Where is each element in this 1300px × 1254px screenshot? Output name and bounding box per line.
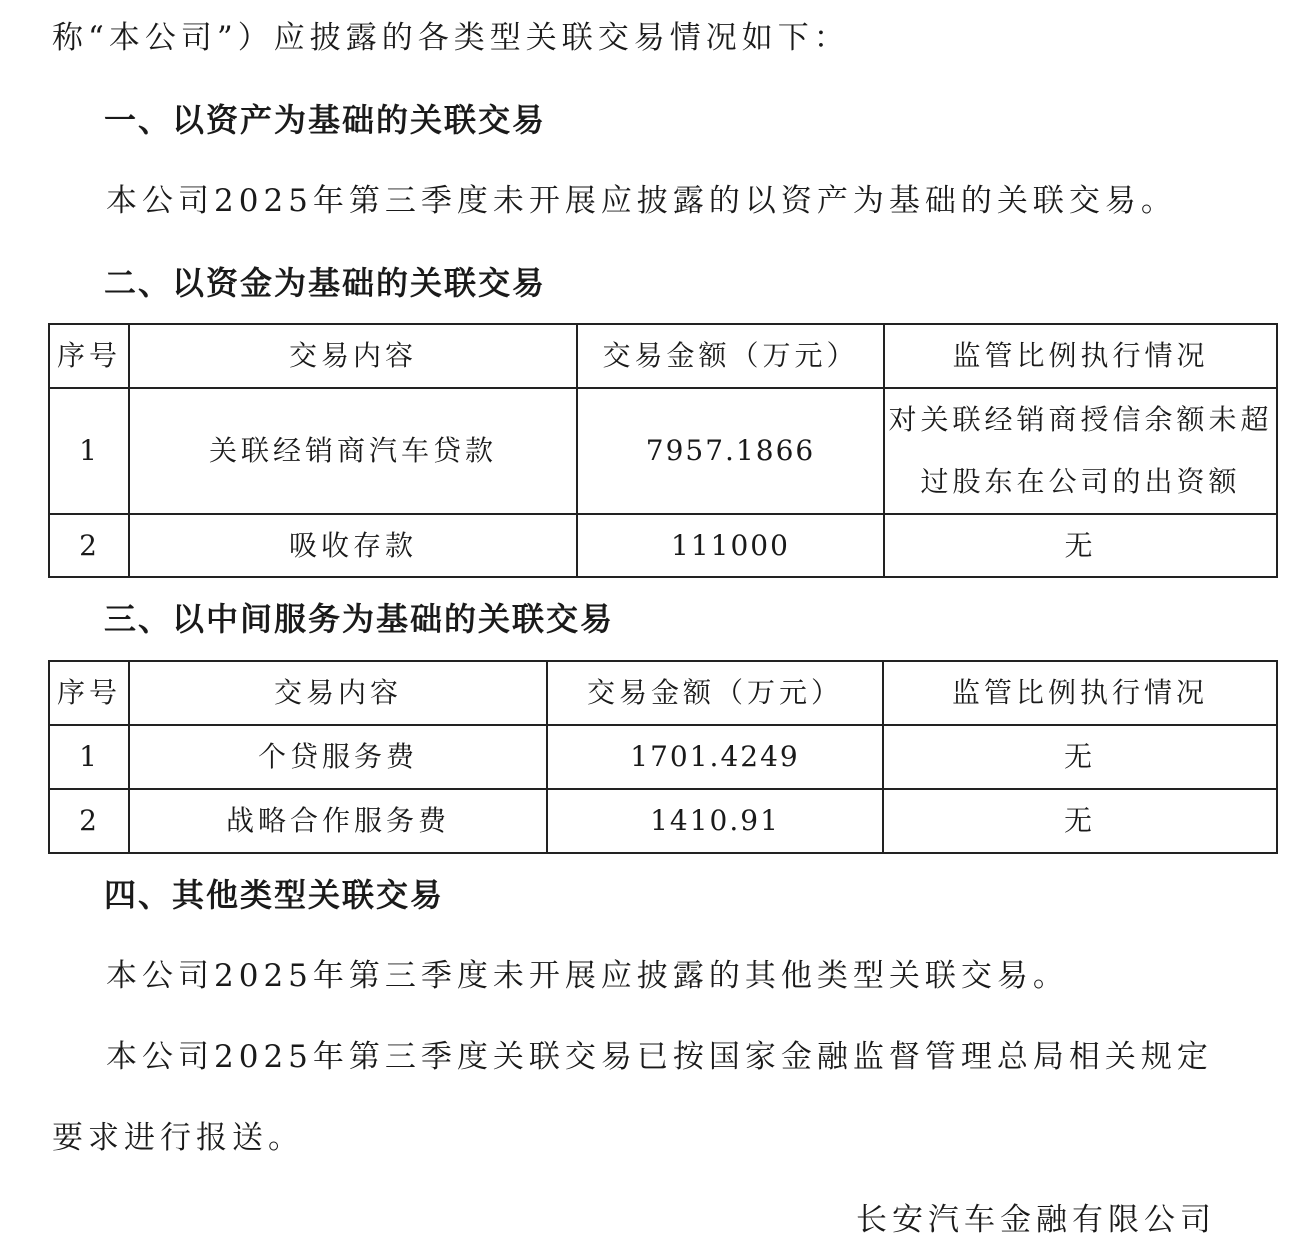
row-status: 无 <box>884 514 1277 577</box>
header-content: 交易内容 <box>129 324 577 388</box>
intro-text: 称“本公司”）应披露的各类型关联交易情况如下： <box>52 20 850 56</box>
section-1-text: 本公司2025年第三季度未开展应披露的以资产为基础的关联交易。 <box>106 183 1177 219</box>
row-amount: 1701.4249 <box>547 725 883 789</box>
header-index: 序号 <box>49 324 129 388</box>
row-index: 2 <box>49 789 129 853</box>
row-content: 关联经销商汽车贷款 <box>129 388 577 514</box>
row-status-line-1: 对关联经销商授信余额未超 <box>888 403 1273 436</box>
row-content: 个贷服务费 <box>129 725 547 789</box>
table-header-row <box>49 324 1277 388</box>
section-3-heading: 三、以中间服务为基础的关联交易 <box>104 600 615 638</box>
row-content: 吸收存款 <box>129 514 577 577</box>
header-content: 交易内容 <box>129 661 547 725</box>
table-header-row <box>49 661 1277 725</box>
section-2-heading: 二、以资金为基础的关联交易 <box>104 264 547 302</box>
section-4-heading: 四、其他类型关联交易 <box>104 876 445 914</box>
row-index: 1 <box>49 388 129 514</box>
table-row <box>49 514 1277 577</box>
row-index: 2 <box>49 514 129 577</box>
table-row <box>49 725 1277 789</box>
signature: 长安汽车金融有限公司 <box>856 1202 1216 1238</box>
row-status <box>884 388 1277 514</box>
table-row <box>49 789 1277 853</box>
header-amount: 交易金额（万元） <box>547 661 883 725</box>
table-row <box>49 388 1277 514</box>
row-amount: 111000 <box>577 514 884 577</box>
closing-text-line-2: 要求进行报送。 <box>52 1120 304 1156</box>
row-status: 无 <box>883 725 1277 789</box>
header-status: 监管比例执行情况 <box>883 661 1277 725</box>
row-content: 战略合作服务费 <box>129 789 547 853</box>
header-status: 监管比例执行情况 <box>884 324 1277 388</box>
header-amount: 交易金额（万元） <box>577 324 884 388</box>
row-index: 1 <box>49 725 129 789</box>
capital-transactions-table <box>48 323 1278 578</box>
section-4-text: 本公司2025年第三季度未开展应披露的其他类型关联交易。 <box>106 958 1069 994</box>
row-amount: 1410.91 <box>547 789 883 853</box>
row-status-line-2: 过股东在公司的出资额 <box>920 465 1241 498</box>
header-index: 序号 <box>49 661 129 725</box>
section-1-heading: 一、以资产为基础的关联交易 <box>104 101 547 139</box>
row-status: 无 <box>883 789 1277 853</box>
closing-text-line-1: 本公司2025年第三季度关联交易已按国家金融监督管理总局相关规定 <box>106 1039 1213 1075</box>
intermediary-services-table <box>48 660 1278 854</box>
row-amount: 7957.1866 <box>577 388 884 514</box>
